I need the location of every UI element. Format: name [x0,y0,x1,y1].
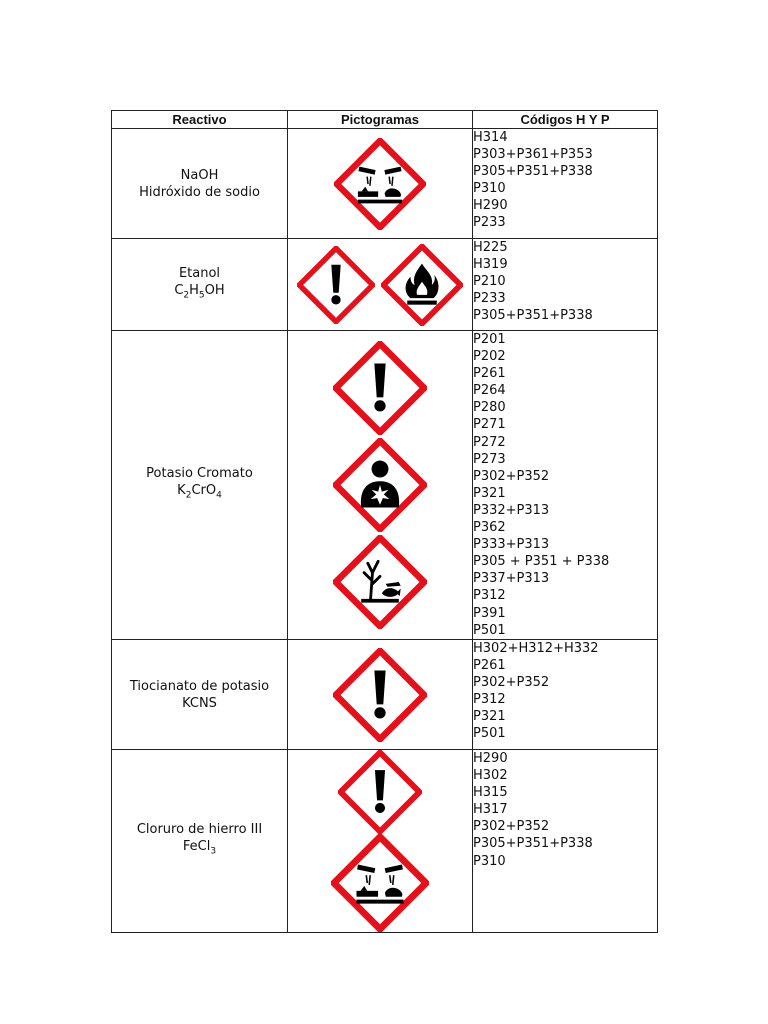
code: P233 [473,215,506,231]
code: P337+P313 [473,571,550,587]
header-pictogramas: Pictogramas [288,111,473,129]
exclamation-icon [333,648,427,742]
reactivo-name: Cloruro de hierro III [136,822,263,838]
code: P280 [473,400,506,416]
code: H315 [473,785,508,801]
code: P501 [473,726,506,742]
reactivo-cell [112,750,288,933]
code: H302 [473,768,508,784]
exclamation-icon [297,246,375,324]
header-row [112,111,658,129]
reactivo-formula: KCNS [182,695,217,711]
codes-cell [473,640,658,750]
code: P261 [473,658,506,674]
pictograms-cell [288,129,473,239]
corrosion-icon [331,834,429,932]
code: P501 [473,622,506,638]
code: P312 [473,588,506,604]
reactivo-name: Tiocianato de potasio [129,678,270,694]
exclamation-icon [338,750,422,834]
reactivo-cell [112,239,288,331]
code: P321 [473,709,506,725]
exclamation-icon [288,341,472,435]
code: H290 [473,751,508,766]
code: P210 [473,274,506,290]
table-row [112,239,658,331]
code: P305 + P351 + P338 [473,554,610,570]
pictograms-cell [288,331,473,640]
corrosion-icon [334,138,426,230]
code: H314 [473,130,508,145]
environment-icon [288,535,472,629]
codes-cell [473,129,658,239]
code: H302+H312+H332 [473,641,599,656]
code: P233 [473,291,506,307]
table-row [112,331,658,640]
code: P302+P352 [473,468,550,484]
pictograms-cell [288,239,473,331]
code: P310 [473,853,506,869]
codes-cell [473,750,658,933]
code: P321 [473,485,506,501]
hazards-table [111,110,658,933]
code: H319 [473,257,508,273]
code: P202 [473,349,506,365]
code: P332+P313 [473,502,550,518]
code: P310 [473,181,506,197]
code: P302+P352 [473,819,550,835]
code: P333+P313 [473,537,550,553]
code: P305+P351+P338 [473,308,593,324]
code: P391 [473,605,506,621]
code: P261 [473,366,506,382]
table-row [112,129,658,239]
reactivo-formula: $K_2CrO_4$ [177,483,222,501]
reactivo-name: Potasio Cromato [146,466,253,482]
reactivo-formula: FeCl$_3$ [182,839,217,857]
codes-cell [473,239,658,331]
codes-cell [473,331,658,640]
reactivo-formula: Hidróxido de sodio [139,184,260,200]
flame-icon [381,244,463,326]
table-row [112,640,658,750]
code: P305+P351+P338 [473,164,593,180]
code: P305+P351+P338 [473,836,593,852]
reactivo-formula: $C_2H_5OH$ [174,282,225,301]
pictograms-cell [288,640,473,750]
code: P303+P361+P353 [473,147,593,163]
pictograms-cell [288,750,473,933]
reactivo-name: Etanol [178,265,221,281]
reactivo-cell [112,331,288,640]
header-codigos: Códigos H Y P [473,111,658,129]
code: P312 [473,692,506,708]
code: H225 [473,240,508,255]
code: P272 [473,434,506,450]
header-reactivo: Reactivo [112,111,288,129]
code: P362 [473,520,506,536]
reactivo-name: NaOH [180,167,219,183]
code: P302+P352 [473,675,550,691]
code: H317 [473,802,508,818]
code: P271 [473,417,506,433]
code: P264 [473,383,506,399]
reactivo-cell [112,640,288,750]
code: P273 [473,451,506,467]
table-row [112,750,658,933]
code: P201 [473,332,506,347]
code: H290 [473,198,508,214]
reactivo-cell [112,129,288,239]
health-hazard-icon [288,438,472,532]
